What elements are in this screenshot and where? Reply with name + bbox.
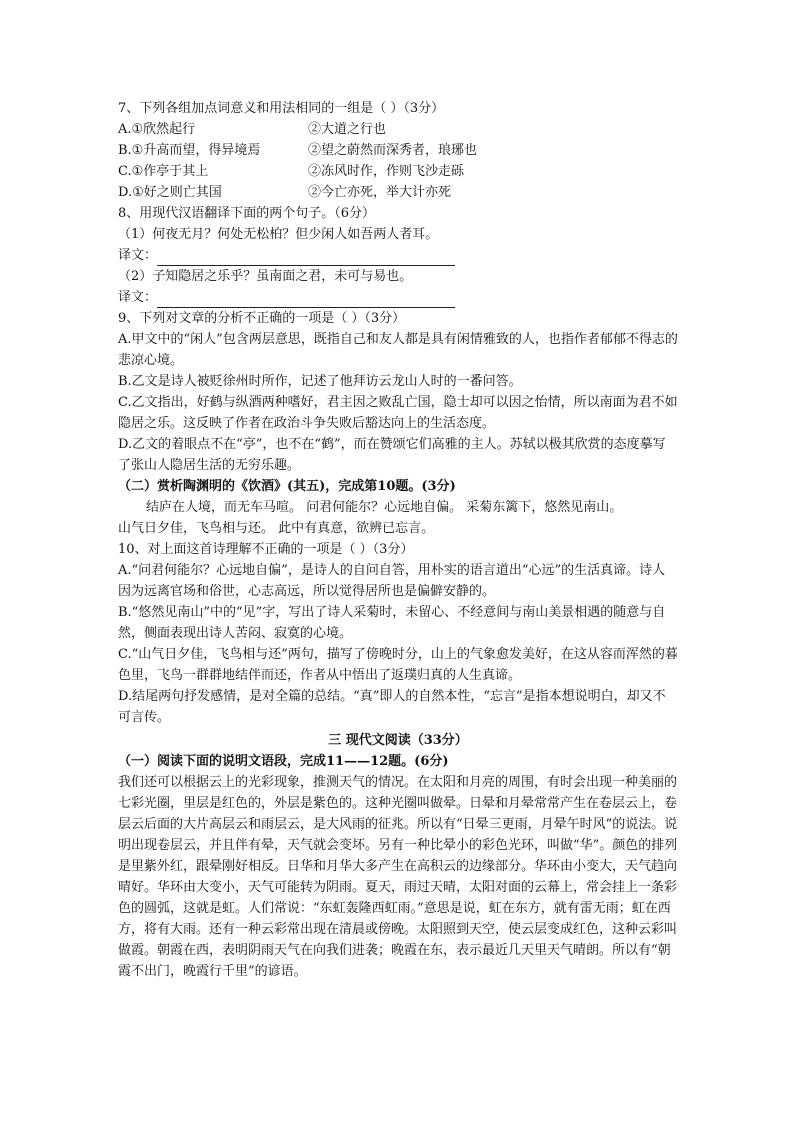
q8-answer-line-2[interactable]: [118, 287, 678, 308]
q8-sentence-2: （2）子知隐居之乐乎？虽南面之君，未可与易也。: [118, 269, 413, 284]
q7-option-b: [118, 140, 678, 161]
q7-option-b-right: ②望之蔚然而深秀者，琅琊也: [308, 143, 478, 158]
translation-label: 译文：: [118, 290, 158, 305]
q7-stem: 7、下列各组加点词意义和用法相同的一组是（ ）（3分）: [118, 101, 445, 116]
q9-option-c: C.乙文指出，好鹤与纵酒两种嗜好，君主因之败乱亡国，隐士却可以因之怡情，所以南面为君不如隐居之乐。这反映了作者在政治斗争失败后豁达向上的生活态度。: [118, 395, 678, 431]
translation-label: 译文：: [118, 248, 158, 263]
q9-stem: 9、下列对文章的分析不正确的一项是（ ）（3分）: [118, 311, 406, 326]
q7-option-c-left: C.①作亭于其上: [118, 164, 209, 179]
q7-option-d: [118, 182, 678, 203]
q7-option-a-left: A.①欣然起行: [118, 122, 196, 137]
q8-sentence-1: （1）何夜无月？何处无松柏？但少闲人如吾两人者耳。: [118, 227, 439, 242]
q7-option-d-left: D.①好之则亡其国: [118, 185, 222, 200]
q8-stem: 8、用现代汉语翻译下面的两个句子。（6分）: [118, 206, 376, 221]
reading-passage: 我们还可以根据云上的光彩现象，推测天气的情况。在太阳和月亮的周围，有时会出现一种美丽的七彩光圈，里层是红色的，外层是紫色的。这种光圈叫做晕。日晕和月晕常常产生在卷层云上，卷层云后面的大片高层云和雨层云，是大风雨的征兆。所以有“日晕三更雨，月晕午时风”的说法。说明出现卷层云，并且伴有晕，天气就会变坏。另有一种比晕小的彩色光环，叫做“华”。颜色的排列是里紫外红，跟晕刚好相反。日华和月华大多产生在高积云的边缘部分。华环由小变大，天气趋向晴好。华环由大变小，天气可能转为阴雨。夏天，雨过天晴，太阳对面的云幕上，常会挂上一条彩色的圆弧，这就是虹。人们常说：“东虹轰隆西虹雨。”意思是说，虹在东方，就有雷无雨；虹在西方，将有大雨。还有一种云彩常出现在清晨或傍晚。太阳照到天空，使云层变成红色，这种云彩叫做霞。朝霞在西，表明阴雨天气在向我们进袭；晚霞在东，表示最近几天里天气晴朗。所以有“朝霞不出门，晚霞行千里”的谚语。: [118, 775, 678, 979]
q7-option-c: [118, 161, 678, 182]
part3-subtitle: （一）阅读下面的说明文语段，完成11——12题。(6分): [118, 754, 449, 769]
part2-title: （二）赏析陶渊明的《饮酒》(其五)，完成第10题。(3分): [118, 479, 456, 494]
q9-option-b: B.乙文是诗人被贬徐州时所作，记述了他拜访云龙山人时的一番问答。: [118, 374, 522, 389]
q10-option-d: D.结尾两句抒发感情，是对全篇的总结。“真”即人的自然本性，“忘言”是指本想说明白，却又不可言传。: [118, 689, 666, 725]
q7-option-a: [118, 119, 678, 140]
poem-line-1: 结庐在人境，而无车马喧。 问君何能尔？心远地自偏。 采菊东篱下，悠然见南山。: [146, 500, 623, 515]
q7-option-d-right: ②今亡亦死，举大计亦死: [308, 185, 452, 200]
q9-option-d: D.乙文的着眼点不在“亭”，也不在“鹤”，而在赞颂它们高雅的主人。苏轼以极其欣赏的态度摹写了张山人隐居生活的无穷乐趣。: [118, 437, 666, 473]
q8-answer-line-1[interactable]: [118, 245, 678, 266]
q9-option-a: A.甲文中的“闲人”包含两层意思，既指自己和友人都是具有闲情雅致的人，也指作者郁郁不得志的悲凉心境。: [118, 332, 678, 368]
exam-page: [118, 96, 678, 982]
q7-option-b-left: B.①升高而望，得异境焉: [118, 143, 261, 158]
answer-blank[interactable]: [157, 250, 455, 266]
q10-option-b: B.“悠然见南山”中的“见”字，写出了诗人采菊时，未留心、不经意间与南山美景相遇的随意与自然，侧面表现出诗人苦闷、寂寞的心境。: [118, 605, 666, 641]
q7-option-a-right: ②大道之行也: [308, 122, 387, 137]
poem-line-2: 山气日夕佳，飞鸟相与还。 此中有真意，欲辨已忘言。: [118, 521, 435, 536]
q7-option-c-right: ②冻风时作，作则飞沙走砾: [308, 164, 465, 179]
answer-blank[interactable]: [157, 292, 455, 308]
q10-option-a: A.“问君何能尔？心远地自偏”，是诗人的自问自答，用朴实的语言道出“心远”的生活真谛。诗人因为远离官场和俗世，心志高远，所以觉得居所也是偏僻安静的。: [118, 563, 666, 599]
q10-stem: 10、对上面这首诗理解不正确的一项是（ ）（3分）: [118, 542, 414, 557]
part3-title: 三 现代文阅读（33分）: [328, 733, 468, 748]
q10-option-c: C.“山气日夕佳，飞鸟相与还”两句，描写了傍晚时分，山上的气象愈发美好，在这从容而浑然的暮色里，飞鸟一群群地结伴而还，作者从中悟出了返璞归真的人生真谛。: [118, 647, 678, 683]
